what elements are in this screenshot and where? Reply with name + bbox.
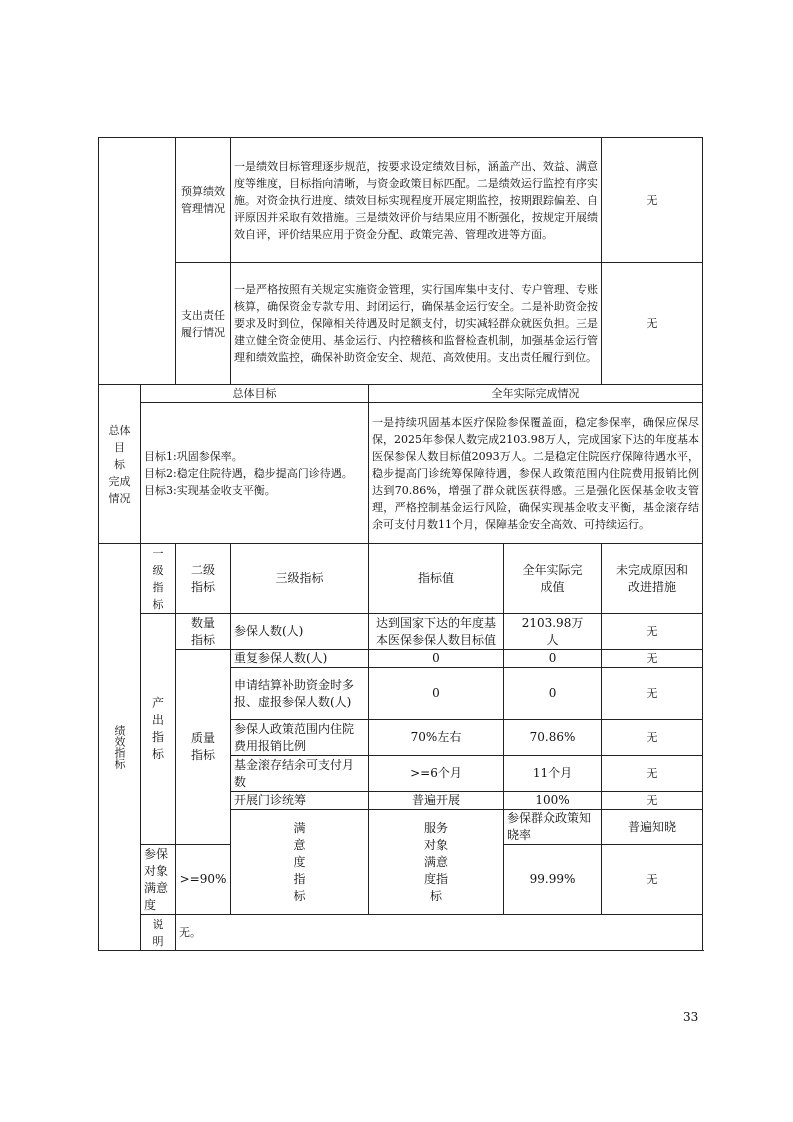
page-number: 33	[683, 1010, 699, 1024]
indicator-value: 0	[369, 650, 504, 668]
indicator-value: 0	[369, 668, 504, 720]
top-blank-cell	[99, 138, 176, 385]
indicator-value: >=6个月	[369, 756, 504, 792]
indicator-reason: 无	[602, 668, 703, 720]
indicator-reason: 无	[602, 650, 703, 668]
budget-result: 无	[602, 138, 703, 263]
indicator-value: 普遍知晓	[602, 810, 703, 845]
indicator-name: 开展门诊统筹	[231, 792, 369, 810]
indicator-name: 参保人政策范围内住院费用报销比例	[231, 720, 369, 756]
budget-text: 一是绩效目标管理逐步规范，按要求设定绩效目标，涵盖产出、效益、满意度等维度，目标指向清晰，与资金政策目标匹配。二是绩效运行监控有序实施。对资金执行进度、绩效目标实现程度开展定期监控，按期跟踪偏差、自评原因并采取有效措施。三是绩效评价与结果应用不断强化，按规定开展绩效自评，评价结果应用于资金分配、政策完善、管理改进等方面。	[231, 138, 602, 263]
indicator-name: 参保群众政策知晓率	[504, 810, 602, 845]
satisfaction-label: 满 意 度 指 标	[231, 810, 369, 915]
note-text: 无。	[176, 915, 703, 951]
perf-label: 绩效指标	[99, 544, 141, 951]
indicator-reason: 无	[602, 614, 703, 650]
indicator-name: 参保人数(人)	[231, 614, 369, 650]
indicator-value: 70%左右	[369, 720, 504, 756]
indicator-name: 参保对象满意度	[141, 845, 176, 915]
performance-table	[98, 137, 703, 951]
indicator-actual: 100%	[504, 792, 602, 810]
header-level3: 三级指标	[231, 544, 369, 614]
note-label: 说 明	[141, 915, 176, 951]
indicator-name: 重复参保人数(人)	[231, 650, 369, 668]
expense-result: 无	[602, 263, 703, 385]
quality-label: 质量 指标	[176, 650, 231, 845]
expense-text: 一是严格按照有关规定实施资金管理，实行国库集中支付、专户管理、专账核算，确保资金专款专用、封闭运行，确保基金运行安全。二是补助资金按要求及时到位，保障相关待遇及时足额支付，切实减轻群众就医负担。三是建立健全资金使用、基金运行、内控稽核和监督检查机制，加强基金运行管理和绩效监控，确保补助资金安全、规范、高效使用。支出责任履行到位。	[231, 263, 602, 385]
header-level1: 一 级 指 标	[141, 544, 176, 614]
indicator-name: 申请结算补助资金时多报、虚报参保人数(人)	[231, 668, 369, 720]
indicator-actual: 0	[504, 650, 602, 668]
header-actual: 全年实际完 成值	[504, 544, 602, 614]
indicator-value: 普遍开展	[369, 792, 504, 810]
overall-actual-text: 一是持续巩固基本医疗保险参保覆盖面，稳定参保率，确保应保尽保，2025年参保人数完成2103.98万人，完成国家下达的年度基本医保参保人数目标值2093万人。二是稳定住院医疗保障待遇水平，稳步提高门诊统筹保障待遇，参保人政策范围内住院费用报销比例达到70.86%，增强了群众就医获得感。三是强化医保基金收支管理，严格控制基金运行风险，确保实现基金收支平衡，基金滚存结余可支付月数11个月，保障基金安全高效、可持续运行。	[369, 403, 703, 544]
output-label: 产 出 指 标	[141, 614, 176, 845]
indicator-reason: 无	[602, 756, 703, 792]
indicator-reason: 无	[602, 845, 703, 915]
indicator-actual: 70.86%	[504, 720, 602, 756]
header-level2: 二级 指标	[176, 544, 231, 614]
indicator-reason: 无	[602, 792, 703, 810]
indicator-value: >=90%	[176, 845, 231, 915]
indicator-name: 基金滚存结余可支付月数	[231, 756, 369, 792]
indicator-reason: 无	[602, 720, 703, 756]
overall-goal-header: 总体目标	[141, 385, 369, 403]
indicator-actual: 99.99%	[504, 845, 602, 915]
goal-item: 目标3:实现基金收支平衡。	[144, 483, 276, 497]
budget-label: 预算绩效 管理情况	[176, 138, 231, 263]
overall-label: 总体 目 标 完成 情况	[99, 385, 141, 544]
indicator-actual: 0	[504, 668, 602, 720]
goal-item: 目标2:稳定住院待遇，稳步提高门诊待遇。	[144, 466, 353, 480]
goal-item: 目标1:巩固参保率。	[144, 449, 243, 463]
quantity-label: 数量 指标	[176, 614, 231, 650]
service-label: 服务 对象 满意 度指 标	[369, 810, 504, 915]
header-value: 指标值	[369, 544, 504, 614]
expense-label: 支出责任 履行情况	[176, 263, 231, 385]
overall-actual-header: 全年实际完成情况	[369, 385, 703, 403]
overall-goals	[141, 403, 369, 544]
indicator-actual: 2103.98万 人	[504, 614, 602, 650]
indicator-actual: 11个月	[504, 756, 602, 792]
header-reason: 未完成原因和 改进措施	[602, 544, 703, 614]
indicator-value: 达到国家下达的年度基 本医保参保人数目标值	[369, 614, 504, 650]
